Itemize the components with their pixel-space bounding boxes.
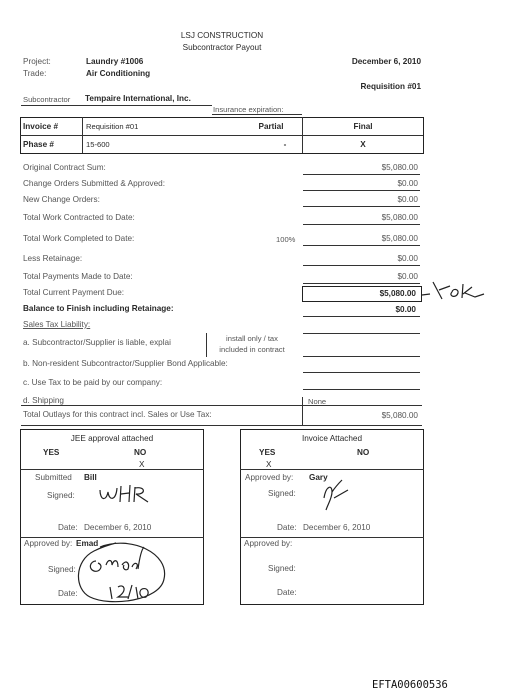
partial-label: Partial (258, 122, 284, 131)
line-label: Total Work Contracted to Date: (23, 213, 135, 222)
subcontractor-underline (21, 105, 212, 106)
line-underline (303, 356, 420, 357)
company-name: LSJ CONSTRUCTION (180, 31, 264, 40)
tax-item-a: a. Subcontractor/Supplier is liable, explai (23, 338, 171, 347)
line-label: Original Contract Sum: (23, 163, 106, 172)
balance-label: Balance to Finish including Retainage: (23, 304, 174, 313)
line-underline (303, 283, 420, 284)
jee-submitted-name: Bill (84, 473, 97, 482)
line-value: $5,080.00 (381, 234, 418, 243)
line-label: Less Retainage: (23, 254, 83, 263)
line-value: $0.00 (397, 272, 418, 281)
tax-note-line2: included in contract (219, 345, 285, 354)
line-underline (303, 389, 420, 390)
ok-annotation-handwriting (420, 278, 492, 304)
line-underline (303, 265, 420, 266)
balance-value: $0.00 (395, 305, 416, 314)
invoice-table-col1 (82, 117, 83, 153)
subcontractor-name: Tempaire International, Inc. (85, 94, 191, 103)
invoice-signed2-label: Signed: (268, 564, 296, 573)
invoice-number-value: Requisition #01 (86, 122, 139, 131)
tax-item-d: d. Shipping (23, 396, 64, 405)
jee-date-label: Date: (58, 523, 78, 532)
final-label: Final (353, 122, 373, 131)
line-label: Total Work Completed to Date: (23, 234, 135, 243)
invoice-date-label: Date: (277, 523, 297, 532)
invoice-approved2-label: Approved by: (244, 539, 293, 548)
line-underline (303, 333, 420, 334)
document-id: EFTA00600536 (372, 679, 448, 691)
project-value: Laundry #1006 (86, 57, 144, 66)
line-underline (303, 372, 420, 373)
line-value: $5,080.00 (381, 163, 418, 172)
shipping-value: None (308, 397, 327, 406)
total-outlays-label: Total Outlays for this contract incl. Sales or Use Tax: (23, 410, 212, 419)
invoice-date2-label: Date: (277, 588, 297, 597)
phase-number-label: Phase # (23, 140, 54, 149)
line-underline (303, 245, 420, 246)
phase-number-value: 15-600 (86, 140, 110, 149)
line-label: Total Current Payment Due: (23, 288, 125, 297)
total-outlays-underline (21, 425, 422, 426)
current-payment-value: $5,080.00 (379, 289, 416, 298)
line-value: $0.00 (397, 195, 418, 204)
invoice-date-value: December 6, 2010 (303, 523, 371, 532)
invoice-signed-label: Signed: (268, 489, 296, 498)
invoice-number-label: Invoice # (23, 122, 59, 131)
document-subtitle: Subcontractor Payout (182, 43, 262, 52)
tax-item-c: c. Use Tax to be paid by our company: (23, 378, 163, 387)
tax-item-b: b. Non-resident Subcontractor/Supplier Bond Applicable: (23, 359, 228, 368)
line-underline (303, 224, 420, 225)
invoice-table-divider (20, 135, 423, 136)
invoice-attached-title: Invoice Attached (301, 434, 363, 443)
jee-signed2-label: Signed: (48, 565, 76, 574)
line-underline (303, 316, 420, 317)
requisition-number: Requisition #01 (360, 82, 421, 91)
total-outlays-value: $5,080.00 (381, 411, 418, 420)
jee-approved-label: Approved by: (24, 539, 73, 548)
jee-date2-label: Date: (58, 589, 78, 598)
invoice-attached-divider (240, 469, 424, 470)
line-value: $5,080.00 (381, 213, 418, 222)
insurance-label: Insurance expiration: (213, 105, 284, 114)
invoice-attached-yes: YES (259, 448, 276, 457)
jee-approved-name: Emad (76, 539, 99, 548)
line-label: Change Orders Submitted & Approved: (23, 179, 165, 188)
line-underline (303, 190, 420, 191)
invoice-attached-no: NO (357, 448, 370, 457)
subcontractor-label: Subcontractor (23, 95, 71, 104)
percent-complete: 100% (276, 235, 296, 244)
trade-value: Air Conditioning (86, 69, 151, 78)
line-underline (303, 174, 420, 175)
line-value: $0.00 (397, 254, 418, 263)
partial-mark: - (283, 140, 287, 149)
jee-no: NO (134, 448, 147, 457)
line-underline (303, 206, 420, 207)
insurance-underline (212, 114, 302, 115)
line-label: Total Payments Made to Date: (23, 272, 133, 281)
jee-divider (20, 537, 204, 538)
line-label: New Change Orders: (23, 195, 100, 204)
shipping-underline (21, 405, 422, 406)
invoice-attached-mark: X (266, 460, 272, 469)
shipping-divider (302, 397, 303, 425)
jee-date-value: December 6, 2010 (84, 523, 152, 532)
tax-note-line1: install only / tax (226, 334, 278, 343)
final-mark: X (360, 140, 366, 149)
trade-label: Trade: (23, 69, 47, 78)
jee-signed-label: Signed: (47, 491, 75, 500)
sales-tax-heading: Sales Tax Liability: (23, 320, 91, 329)
jee-title: JEE approval attached (70, 434, 154, 443)
header-date: December 6, 2010 (351, 57, 421, 66)
line-value: $0.00 (397, 179, 418, 188)
jee-yes: YES (43, 448, 60, 457)
invoice-attached-divider (240, 537, 424, 538)
invoice-approved-label: Approved by: (245, 473, 294, 482)
jee-mark: X (139, 460, 145, 469)
jee-submitted-label: Submitted (35, 473, 72, 482)
invoice-approved-name: Gary (309, 473, 328, 482)
project-label: Project: (23, 57, 51, 66)
tax-note-divider (206, 333, 207, 357)
jee-divider (20, 469, 204, 470)
